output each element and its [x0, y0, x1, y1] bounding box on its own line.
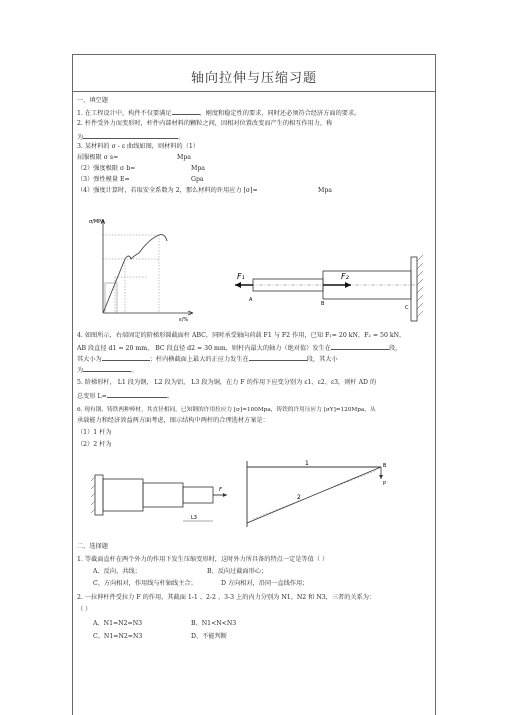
truss-figure	[243, 457, 393, 529]
q3-line: 3. 某材料的 σ - ε 曲线如图，则材料的（1）	[77, 143, 200, 150]
grid-dashes	[103, 235, 159, 313]
q2-line: 2. 杆件受外力而变形时，杆件内部材料的颗粒之间，因相对位置改变而产生的相互作用力，称	[77, 120, 333, 127]
bar-2-label: 2	[297, 494, 301, 501]
left-wall	[95, 475, 103, 515]
q3-ultimate: （2）强度极限 σ b=	[77, 165, 136, 172]
q4-blank3	[249, 354, 307, 361]
f1-arrowhead	[235, 282, 241, 288]
q2-line2: 为 。	[77, 134, 185, 141]
bar-2	[247, 467, 381, 523]
step-bar-figure	[91, 463, 231, 533]
mc1-stem: 1. 等截面直杆在两个外力的作用下发生压缩变形时，这时外力所具备的特点一定是等值（ ）	[77, 556, 329, 563]
force-arrowhead	[223, 493, 227, 497]
load-arrowhead	[379, 475, 383, 479]
step-1	[103, 479, 143, 511]
q5-blank	[107, 391, 167, 398]
q4-line4: 为 。	[77, 367, 138, 374]
q1-blank	[172, 108, 200, 115]
step-3	[183, 487, 213, 503]
page-title: 轴向拉伸与压缩习题	[190, 71, 317, 86]
exercise-sheet	[72, 54, 436, 715]
q1-text: 1. 在工程设计中，构件不仅要满足	[77, 110, 172, 117]
q4-text2b: 段，	[388, 345, 402, 352]
f2-arrowhead	[345, 282, 351, 288]
stress-strain-curve	[103, 235, 167, 313]
mc1-option-c: C、方向相对，作用线与杆轴线主合；	[93, 580, 197, 587]
mc2-stem: 2. 一拉伸杆件受拉力 F 的作用，其截面 1-1 、2-2 、3-3 上的内力分别为 N1、N2 和 N3，三者的关系为：	[77, 594, 376, 601]
q4-text2: AB 段直径 d1 = 20 mm， BC 段直径 d2 = 30 mm，则杆内最大的轴力（绝对值）发生在	[77, 345, 331, 352]
strain-axis-label: ε/%	[179, 317, 189, 323]
q3-ultimate-unit: Mpa	[191, 165, 205, 172]
q3-modulus-unit: Gpa	[191, 176, 204, 183]
mc1-option-b: B、反向过截面形心；	[207, 568, 268, 575]
q3-yield: 屈服极限 σ s=	[77, 154, 119, 161]
q6-line2: 承载能力和经济效益两方面考虑，图示结构中两杆的合理选材方案是：	[77, 417, 269, 424]
q4-line2	[77, 343, 401, 353]
title-divider	[73, 91, 435, 92]
q6-option2: （2）2 杆为	[77, 441, 112, 448]
q3-allowable-unit: Mpa	[318, 187, 332, 194]
q6-line1: 6. 现有钢、铸铁两种棒材，其直径相同。已知钢的许用拉应力 [σ]=100Mpa，铸铁的许用压应力 [σY]=120Mpa，从	[77, 407, 376, 413]
q3-modulus: （3）弹性模量 E=	[77, 176, 130, 183]
mc2-option-d: D、不能判断	[191, 633, 227, 640]
q2-blank	[83, 132, 178, 139]
section2-heading: 二、选择题	[77, 543, 108, 550]
point-b: B	[321, 301, 325, 307]
mc2-option-a: A、N1=N2=N3	[93, 620, 143, 627]
q4-blank1	[331, 343, 389, 350]
step-2	[143, 483, 183, 507]
bar-1-label: 1	[305, 460, 309, 467]
f1-label: F₁	[237, 272, 245, 281]
mc2-option-b: B、N1<N<N3	[191, 620, 237, 627]
q1-text-b: 、刚度和稳定性的要求，同时还必须符合经济方面的要求。	[199, 110, 361, 117]
q1-line	[77, 108, 360, 118]
axis-arrows	[101, 219, 193, 315]
mc1-option-d: D 方向相对，沿同一直线作用；	[221, 580, 309, 587]
force-label: F	[219, 487, 222, 493]
mc2-paren: （ ）	[77, 606, 92, 613]
q4-blank4	[83, 365, 131, 372]
q2-text-b: 为	[77, 134, 84, 141]
stepped-bar-figure	[233, 253, 433, 325]
left-wall-hatch	[91, 477, 95, 513]
stress-axis-label: σ/MPa	[89, 219, 105, 225]
q5-line2: 总变形 L= 。	[77, 393, 174, 400]
f2-label: F₂	[341, 272, 349, 281]
q4-line3	[77, 354, 338, 364]
section1-heading: 一、填空题	[77, 97, 108, 104]
stress-strain-figure	[87, 213, 197, 323]
point-b-label: B	[383, 463, 387, 469]
q6-option1: （1）1 杆为	[77, 429, 112, 436]
q5-text2: 总变形 L=	[77, 393, 107, 400]
q4-text4: 为	[77, 367, 84, 374]
q4-text3c: 段，其大小	[306, 356, 338, 363]
l3-label: L3	[191, 515, 197, 521]
mc1-option-a: A、反向、共线；	[93, 568, 141, 575]
q4-blank2	[102, 354, 150, 361]
fixed-wall	[411, 257, 417, 321]
point-a: A	[249, 297, 253, 303]
wall-hatch	[417, 255, 423, 317]
point-c: C	[405, 305, 409, 311]
load-p-label: P	[383, 481, 387, 487]
q4-text3: 其大小为	[77, 356, 102, 363]
q5-line1: 5. 阶梯形杆， L1 段为钢， L2 段为铝， L3 段为铜，在力 F 的作用下应变分别为 ε1、ε2、ε3，则杆 AD 的	[77, 379, 377, 386]
q4-line1: 4. 如图所示，右端固定的阶梯形圆截面杆 ABC，同时承受轴向荷载 F1 与 F2 作用，已知 F₁= 20 kN，F₂ = 50 kN，	[77, 332, 406, 339]
q3-yield-unit: Mpa	[177, 154, 191, 161]
mc2-option-c: C、N1=N2=N3	[93, 633, 143, 640]
q3-allowable: （4）强度计算时，若取安全系数为 2，那么材料的许用应力 [σ]=	[77, 187, 258, 194]
q4-text3b: ；杆内横截面上最大的正应力发生在	[149, 356, 249, 363]
